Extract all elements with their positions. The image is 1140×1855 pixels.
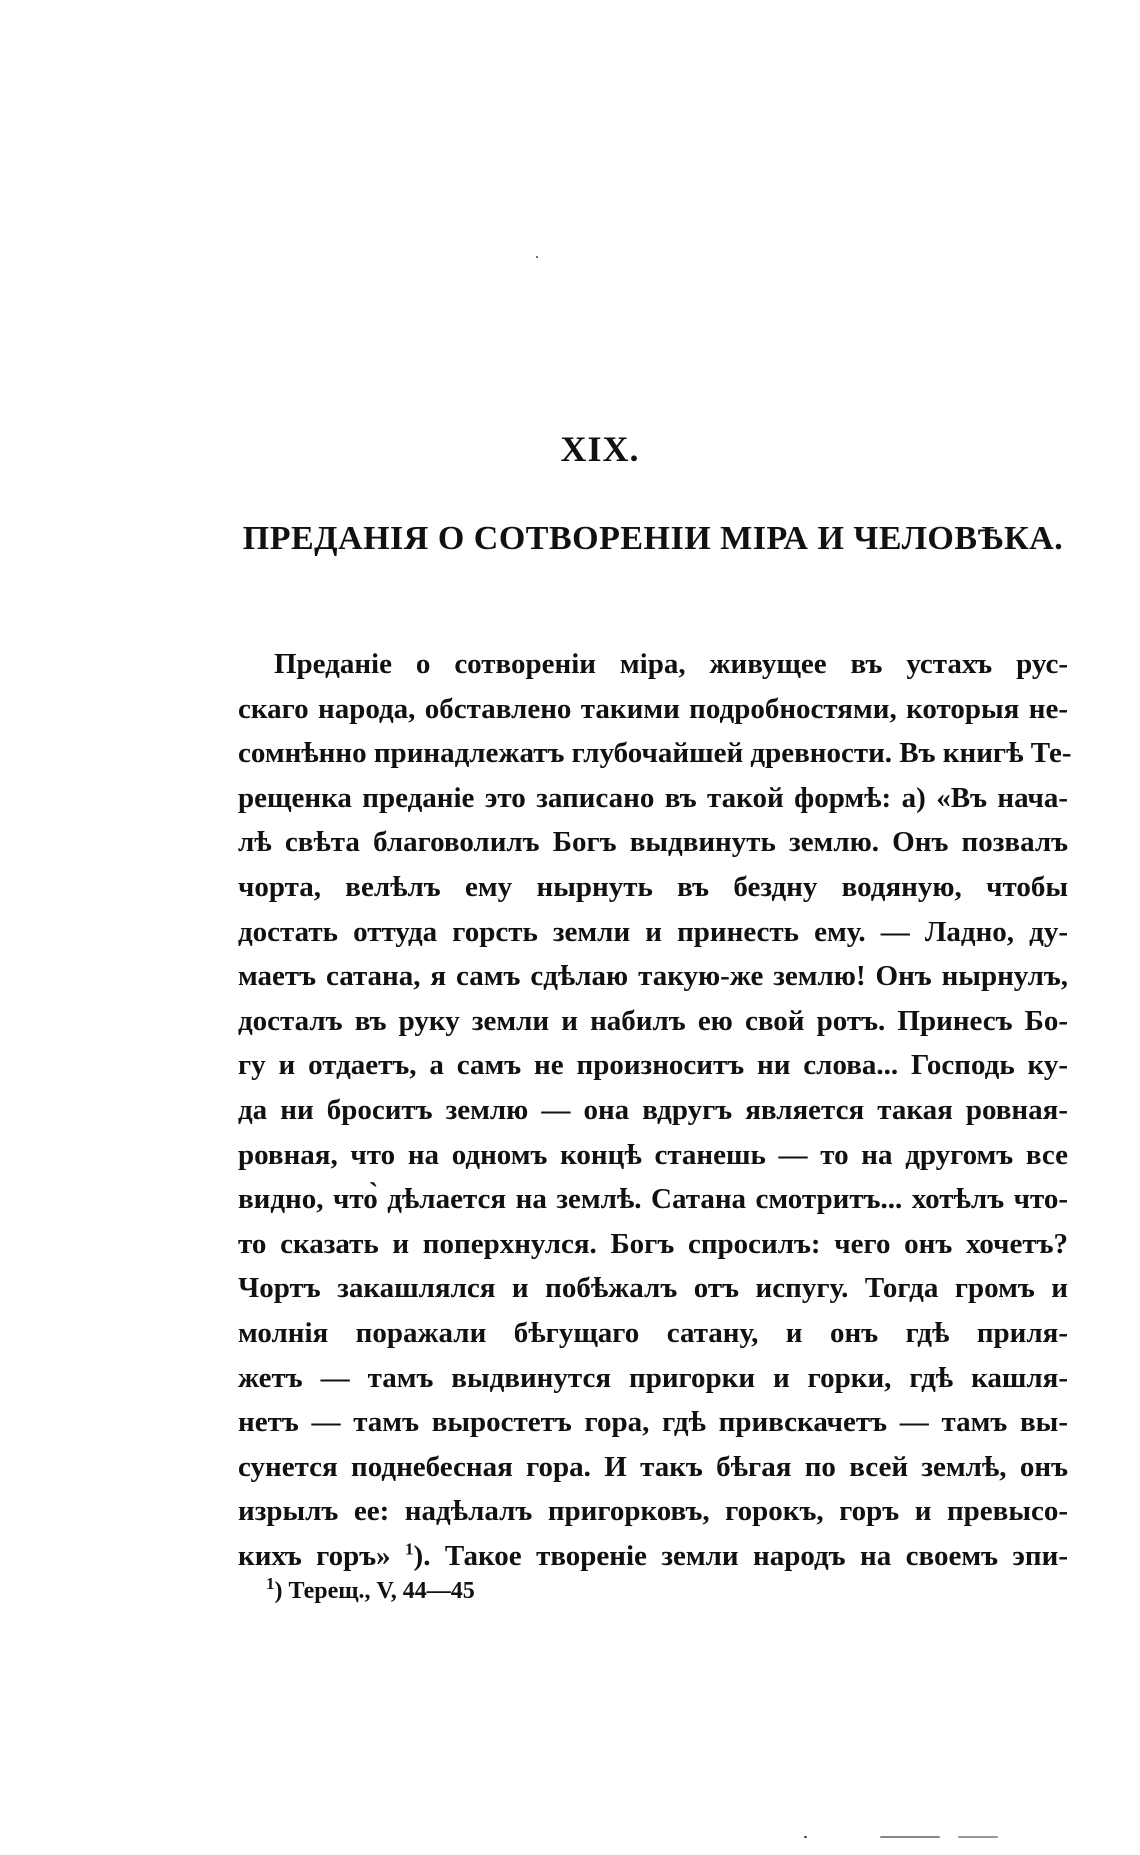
footnote-mark: 1 (266, 1574, 275, 1593)
text-fragment: кихъ горъ» (238, 1539, 406, 1572)
text-line: сунется поднебесная гора. И такъ бѣгая по всей землѣ, онъ (238, 1450, 1068, 1483)
text-line: Чортъ закашлялся и побѣжалъ отъ испугу. Тогда громъ и (238, 1272, 1068, 1305)
text-line-last (238, 1534, 1068, 1579)
chapter-number: XIX. (560, 429, 640, 469)
print-speck (958, 1836, 998, 1838)
text-line: рещенка преданіе это записано въ такой формѣ: а) «Въ нача- (238, 781, 1068, 814)
body-text (238, 642, 1072, 1578)
text-line: достать оттуда горсть земли и принесть ему. — Ладно, ду- (238, 915, 1068, 948)
footnote-reference[interactable]: 1 (405, 1539, 414, 1559)
text-fragment: ). Такое твореніе земли народъ на своемъ эпи- (413, 1539, 1069, 1572)
text-line: ровная, что на одномъ концѣ станешь — то на другомъ все (238, 1138, 1068, 1171)
text-line: гу и отдаетъ, а самъ не произноситъ ни слова... Господь ку- (238, 1049, 1068, 1082)
footnote-text: ) Терещ., V, 44—45 (274, 1578, 475, 1604)
text-line: скаго народа, обставлено такими подробностями, которыя не- (238, 692, 1068, 725)
text-line: жетъ — тамъ выдвинутся пригорки и горки, гдѣ кашля- (238, 1361, 1068, 1394)
text-line: то сказать и поперхнулся. Богъ спросилъ: чего онъ хочетъ? (238, 1227, 1068, 1260)
text-line: видно, что̀ дѣлается на землѣ. Сатана смотритъ... хотѣлъ что- (238, 1183, 1068, 1216)
footnote (266, 1574, 475, 1605)
text-line: маетъ сатана, я самъ сдѣлаю такую-же землю! Онъ нырнулъ, (238, 960, 1068, 993)
text-line: лѣ свѣта благоволилъ Богъ выдвинуть землю. Онъ позвалъ (238, 826, 1068, 859)
print-speck (536, 256, 538, 258)
text-line: изрылъ ее: надѣлалъ пригорковъ, горокъ, горъ и превысо- (238, 1495, 1068, 1528)
text-line: досталъ въ руку земли и набилъ ею свой ротъ. Принесъ Бо- (238, 1004, 1068, 1037)
text-line: чорта, велѣлъ ему нырнуть въ бездну водяную, чтобы (238, 870, 1068, 903)
text-line: нетъ — тамъ выростетъ гора, гдѣ привскачетъ — тамъ вы- (238, 1406, 1068, 1439)
text-line: молнія поражали бѣгущаго сатану, и онъ гдѣ приля- (238, 1316, 1068, 1349)
print-speck (880, 1836, 940, 1838)
chapter-title: ПРЕДАНІЯ О СОТВОРЕНІИ МІРА И ЧЕЛОВѢКА. (242, 520, 1064, 557)
print-speck (804, 1836, 807, 1838)
text-line: да ни броситъ землю — она вдругъ является такая ровная- (238, 1093, 1068, 1126)
text-line: Преданіе о сотвореніи міра, живущее въ устахъ рус- (274, 648, 1068, 680)
text-line: сомнѣнно принадлежатъ глубочайшей древности. Въ книгѣ Те- (238, 737, 1072, 770)
